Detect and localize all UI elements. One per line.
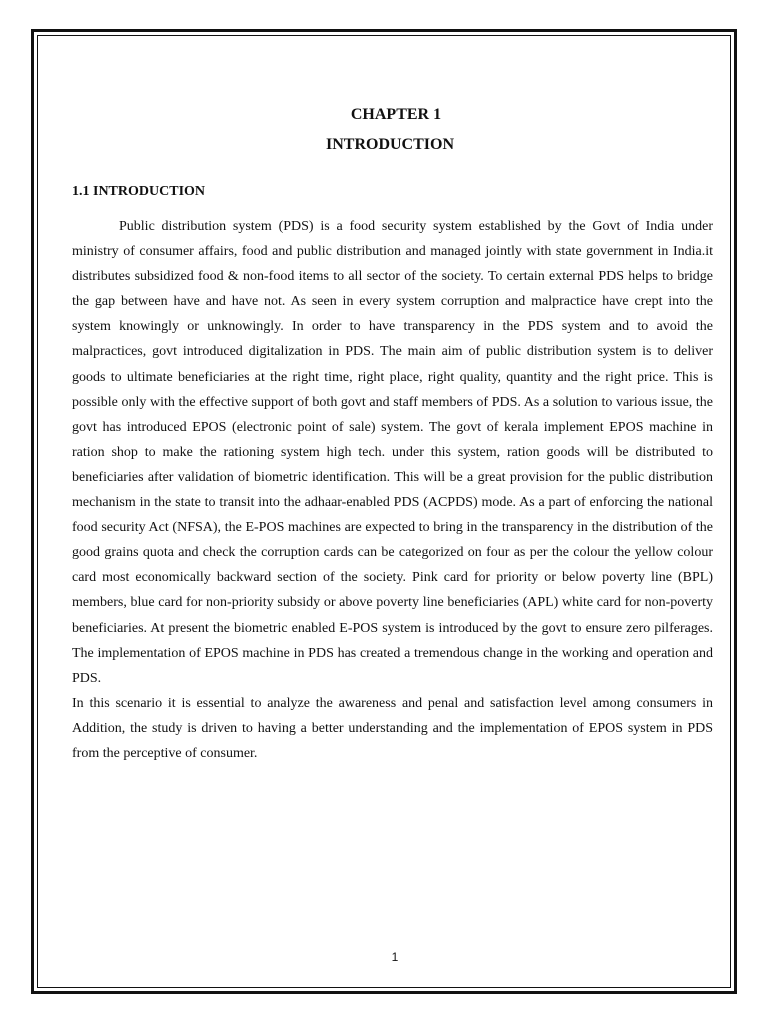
- body-text: [72, 214, 713, 766]
- page-number: 1: [391, 950, 399, 964]
- chapter-number: CHAPTER 1: [350, 106, 442, 123]
- paragraph-1: Public distribution system (PDS) is a food security system established by the Govt of India under ministry of consumer affairs, food and public distribution and managed jointly with state government in India.it distributes subsidized food & non-food items to all sector of the society. To certain external PDS helps to bridge the gap between have and have not. As seen in every system corruption and malpractice have crept into the system knowingly or unknowingly. In order to have transparency in the PDS system and to avoid the malpractices, govt introduced digitalization in PDS. The main aim of public distribution system is to deliver goods to ultimate beneficiaries at the right time, right place, right quality, quantity and the right price. This is possible only with the effective support of both govt and staff members of PDS. As a solution to various issue, the govt has introduced EPOS (electronic point of sale) system. The govt of kerala implement EPOS machine in ration shop to make the rationing system high tech. under this system, ration goods will be distributed to beneficiaries after validation of biometric identification. This will be a great provision for the public distribution mechanism in the state to transit into the adhaar-enabled PDS (ACPDS) mode. As a part of enforcing the national food security Act (NFSA), the E-POS machines are expected to bring in the transparency in the distribution of the good grains quota and check the corruption cards can be categorized on four as per the colour the yellow colour card most economically backward section of the society. Pink card for priority or below poverty line (BPL) members, blue card for non-priority subsidy or above poverty line beneficiaries (APL) white card for non-poverty beneficiaries. At present the biometric enabled E-POS system is introduced by the govt to ensure zero pilferages. The implementation of EPOS machine in PDS has created a tremendous change in the working and operation and PDS.: [72, 219, 713, 686]
- chapter-title: INTRODUCTION: [325, 136, 454, 153]
- section-heading: 1.1 INTRODUCTION: [72, 184, 206, 199]
- paragraph-2: In this scenario it is essential to analyze the awareness and penal and satisfaction level among consumers in Addition, the study is driven to having a better understanding and the implementation of EPOS system in PDS from the perceptive of consumer.: [72, 695, 713, 761]
